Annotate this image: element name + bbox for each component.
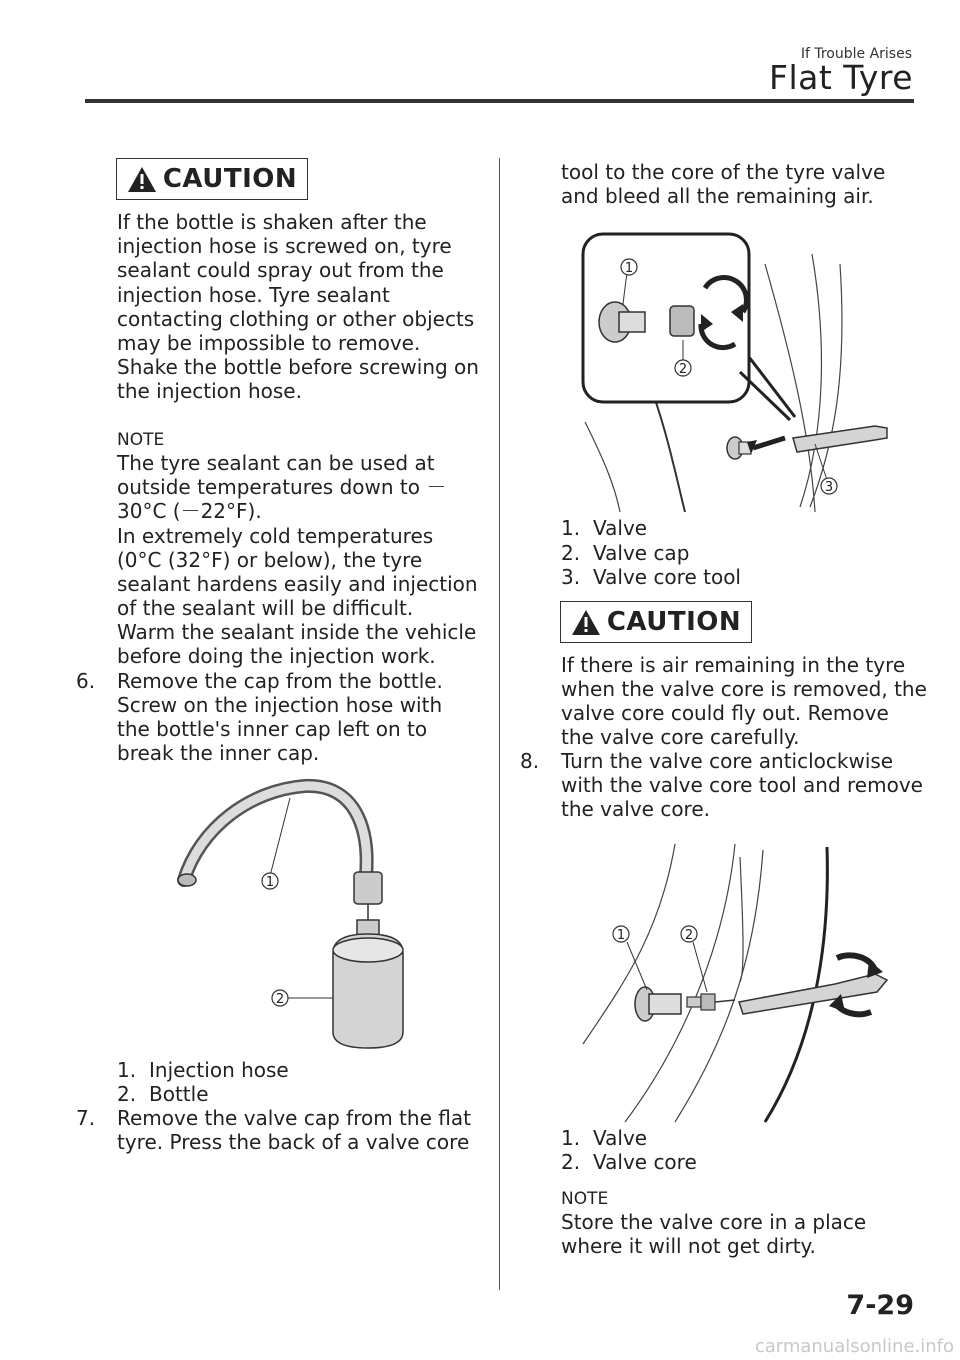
note-line: In extremely cold temperatures (117, 524, 434, 548)
callout-2: 2 (678, 362, 688, 377)
note-line: before doing the injection work. (117, 644, 436, 668)
step-line: the bottle's inner cap left on to (117, 717, 428, 741)
step-line: the valve core. (561, 797, 711, 821)
caution-label-2: CAUTION (606, 607, 742, 637)
legend-number: 2. (561, 541, 581, 565)
callout-1: 1 (616, 928, 626, 943)
header-rule (85, 99, 914, 103)
section-name: If Trouble Arises (800, 46, 912, 62)
legend-label: Valve core tool (593, 565, 741, 589)
note-line: 30°C (－22°F). (117, 499, 262, 523)
legend-number: 2. (561, 1150, 581, 1174)
note-heading-2: NOTE (561, 1189, 609, 1209)
caution-line: when the valve core is removed, the (561, 677, 927, 701)
legend-number: 1. (561, 516, 581, 540)
caution-line: If the bottle is shaken after the (117, 210, 427, 234)
note-line: outside temperatures down to － (117, 475, 447, 499)
callout-1: 1 (624, 261, 634, 276)
step-line: Remove the cap from the bottle. (117, 669, 443, 693)
callout-2: 2 (275, 992, 285, 1007)
note-line: sealant hardens easily and injection (117, 572, 478, 596)
step-line: with the valve core tool and remove (561, 773, 923, 797)
legend-label: Valve cap (593, 541, 690, 565)
step-line: tyre. Press the back of a valve core (117, 1130, 470, 1154)
column-divider (499, 158, 500, 1290)
step-line: Remove the valve cap from the flat (117, 1106, 471, 1130)
caution-line: Shake the bottle before screwing on (117, 355, 479, 379)
caution-line: sealant could spray out from the (117, 258, 444, 282)
legend-label: Bottle (149, 1082, 209, 1106)
legend-number: 2. (117, 1082, 137, 1106)
valve-core-removal-figure (575, 842, 905, 1124)
caution-line: the injection hose. (117, 379, 302, 403)
step-line: break the inner cap. (117, 741, 320, 765)
watermark: carmanualsonline.info (754, 1336, 954, 1357)
legend-label: Valve (593, 516, 648, 540)
legend-number: 1. (561, 1126, 581, 1150)
caution-banner-1 (116, 158, 308, 200)
legend-label: Valve core (593, 1150, 697, 1174)
step-number-6: 6. (76, 669, 96, 693)
step-number-7: 7. (76, 1106, 96, 1130)
step-number-8: 8. (520, 749, 540, 773)
callout-3: 3 (824, 480, 834, 495)
step-line: and bleed all the remaining air. (561, 184, 874, 208)
caution-line: injection hose. Tyre sealant (117, 283, 390, 307)
legend-number: 1. (117, 1058, 137, 1082)
note-line: of the sealant will be difficult. (117, 596, 414, 620)
warning-triangle-icon (571, 609, 601, 636)
legend-label: Valve (593, 1126, 648, 1150)
step-line: tool to the core of the tyre valve (561, 160, 886, 184)
legend-number: 3. (561, 565, 581, 589)
valve-core-tool-figure (575, 232, 905, 514)
caution-line: valve core could fly out. Remove (561, 701, 889, 725)
page-number: 7-29 (846, 1290, 914, 1321)
note-line: where it will not get dirty. (561, 1234, 816, 1258)
callout-2: 2 (684, 928, 694, 943)
callout-1: 1 (265, 875, 275, 890)
note-line: Warm the sealant inside the vehicle (117, 620, 477, 644)
caution-line: If there is air remaining in the tyre (561, 653, 906, 677)
note-line: The tyre sealant can be used at (117, 451, 435, 475)
note-line: Store the valve core in a place (561, 1210, 867, 1234)
legend-label: Injection hose (149, 1058, 289, 1082)
caution-line: injection hose is screwed on, tyre (117, 234, 452, 258)
injection-hose-bottle-figure (170, 768, 440, 1053)
note-heading-1: NOTE (117, 430, 165, 450)
caution-banner-2 (560, 601, 752, 643)
warning-triangle-icon (127, 166, 157, 193)
caution-line: contacting clothing or other objects (117, 307, 475, 331)
caution-line: the valve core carefully. (561, 725, 800, 749)
note-line: (0°C (32°F) or below), the tyre (117, 548, 423, 572)
step-line: Turn the valve core anticlockwise (561, 749, 894, 773)
step-line: Screw on the injection hose with (117, 693, 443, 717)
caution-line: may be impossible to remove. (117, 331, 421, 355)
page-title: Flat Tyre (769, 58, 913, 97)
caution-label-1: CAUTION (162, 164, 298, 194)
